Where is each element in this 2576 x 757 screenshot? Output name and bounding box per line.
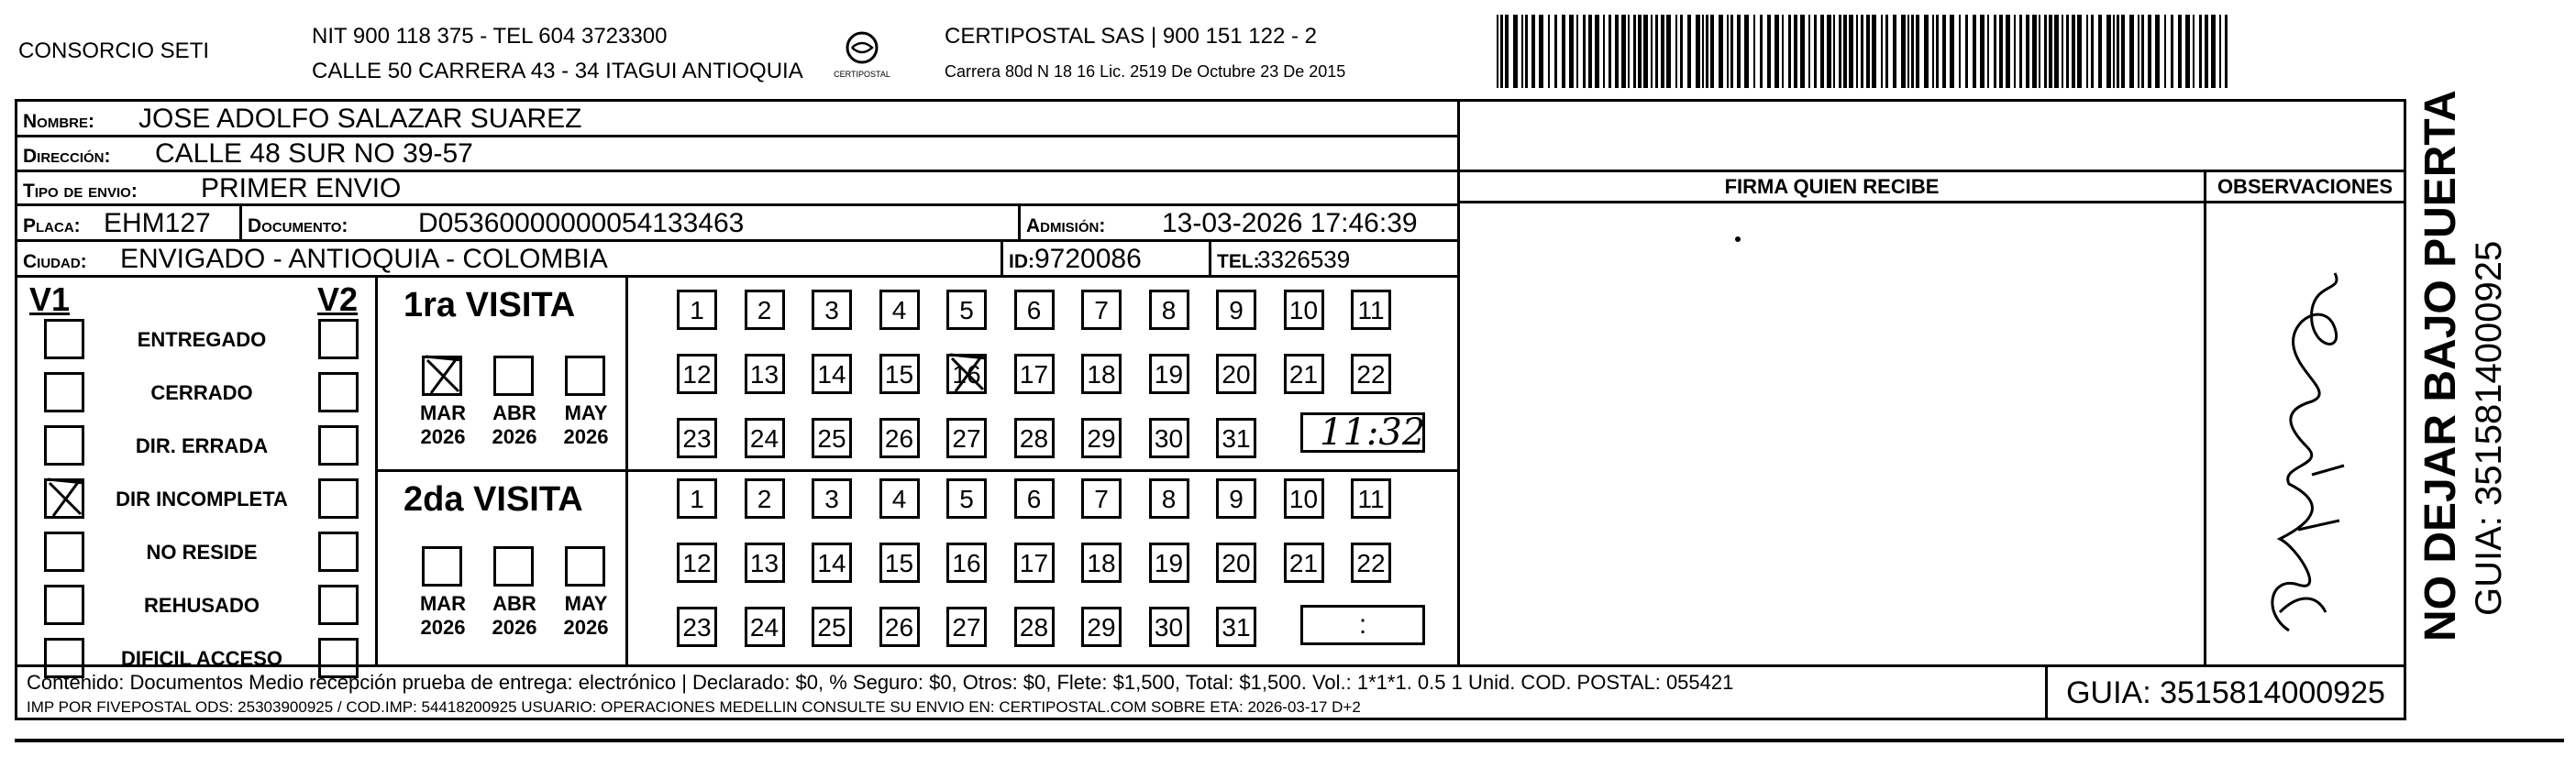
barcode-bar	[2171, 15, 2173, 88]
barcode-bar	[1548, 15, 1550, 88]
barcode-bar	[1628, 15, 1630, 88]
v2-label: V2	[317, 280, 359, 318]
barcode-bar	[1554, 15, 1557, 88]
day-box[interactable]: 8	[1149, 290, 1189, 330]
barcode-bar	[1774, 15, 1779, 88]
barcode-bar	[2077, 15, 2082, 88]
barcode-bar	[1861, 15, 1863, 88]
barcode-bar	[2148, 15, 2151, 88]
barcode-bar	[1539, 15, 1543, 88]
day-box[interactable]: 21	[1284, 354, 1324, 394]
observaciones-header: OBSERVACIONES	[2206, 172, 2404, 203]
barcode-bar	[1942, 15, 1946, 88]
day-box[interactable]: 27	[946, 607, 987, 647]
day-box[interactable]: 3	[812, 290, 852, 330]
barcode-bar	[1621, 15, 1626, 88]
day-box[interactable]: 23	[677, 607, 717, 647]
barcode-bar	[1994, 15, 1996, 88]
barcode-bar	[1710, 15, 1714, 88]
status-v2-checkbox[interactable]	[318, 585, 359, 625]
barcode-bar	[2199, 15, 2202, 88]
barcode-bar	[1827, 15, 1831, 88]
status-label: DIFICIL ACCESO	[120, 647, 282, 670]
day-box[interactable]: 20	[1216, 543, 1256, 583]
barcode-bar	[1808, 15, 1810, 88]
visit2-title: 2da VISITA	[404, 480, 583, 519]
barcode-bar	[2141, 15, 2144, 88]
barcode-bar	[1924, 15, 1929, 88]
month-label: ABR	[492, 592, 536, 615]
barcode-bar	[1950, 15, 1954, 88]
barcode-bar	[1767, 15, 1771, 88]
day-box[interactable]: 16	[946, 354, 987, 394]
documento-value: D05360000000054133463	[418, 208, 745, 238]
day-box[interactable]: 31	[1216, 418, 1256, 458]
barcode-bar	[1744, 15, 1749, 88]
barcode-bar	[1588, 15, 1592, 88]
day-box[interactable]: 31	[1216, 607, 1256, 647]
barcode-bar	[2062, 15, 2063, 88]
month-year: 2026	[420, 616, 466, 639]
day-box[interactable]: 9	[1216, 478, 1256, 519]
day-box[interactable]: 17	[1014, 354, 1055, 394]
day-box[interactable]: 4	[879, 478, 920, 519]
barcode-bar	[2072, 15, 2075, 88]
day-box[interactable]: 24	[745, 418, 785, 458]
barcode-bar	[1965, 15, 1968, 88]
ciudad-label: Ciudad:	[23, 251, 87, 272]
barcode-bar	[2138, 15, 2139, 88]
firma-header: FIRMA QUIEN RECIBE	[1460, 172, 2204, 203]
barcode-bar	[1820, 15, 1824, 88]
barcode-bar	[1907, 15, 1909, 88]
day-box[interactable]: 24	[745, 607, 785, 647]
day-box[interactable]: 13	[745, 354, 785, 394]
documento-label: Documento:	[248, 215, 348, 236]
barcode-bar	[1849, 15, 1853, 88]
barcode-bar	[1987, 15, 1989, 88]
check-mark-icon	[44, 476, 88, 520]
barcode-bar	[1999, 15, 2003, 88]
documento-cell	[239, 203, 1021, 242]
day-box[interactable]: 22	[1351, 354, 1391, 394]
day-box[interactable]: 8	[1149, 478, 1189, 519]
status-v2-checkbox[interactable]	[318, 425, 359, 466]
day-box[interactable]: 7	[1081, 478, 1122, 519]
barcode-bar	[1513, 15, 1518, 88]
id-label: ID:	[1009, 251, 1034, 272]
visit1-time: 11:32	[1320, 411, 1426, 454]
divider-visits	[375, 469, 1460, 472]
day-box[interactable]: 25	[812, 418, 852, 458]
barcode-bar	[2066, 15, 2069, 88]
barcode-bar	[1959, 15, 1961, 88]
barcode-bar	[2019, 15, 2022, 88]
month-label: MAY	[564, 592, 608, 615]
barcode-bar	[2225, 15, 2228, 88]
day-box[interactable]: 26	[879, 607, 920, 647]
barcode-bar	[1911, 15, 1914, 88]
barcode-bar	[1643, 15, 1648, 88]
tipo-value: PRIMER ENVIO	[201, 173, 402, 203]
month-label: MAY	[564, 401, 608, 424]
day-box[interactable]: 17	[1014, 543, 1055, 583]
barcode-bar	[2039, 15, 2040, 88]
visit1-time-box[interactable]	[1300, 412, 1425, 453]
status-v1-checkbox[interactable]	[44, 319, 84, 359]
barcode-bar	[1696, 15, 1700, 88]
admision-label: Admisión:	[1026, 215, 1106, 236]
nit-line: NIT 900 118 375 - TEL 604 3723300	[312, 24, 668, 49]
barcode-bar	[2129, 15, 2134, 88]
status-label: DIR. ERRADA	[135, 434, 269, 457]
tipo-label: Tipo de envio:	[23, 181, 138, 202]
day-box[interactable]: 21	[1284, 543, 1324, 583]
barcode-bar	[2014, 15, 2016, 88]
status-v1-checkbox[interactable]	[44, 478, 84, 519]
barcode-bar	[1675, 15, 1677, 88]
placa-label: Placa:	[23, 215, 81, 236]
barcode-bar	[1737, 15, 1741, 88]
admision-cell	[1018, 203, 1460, 242]
placa-cell	[15, 203, 242, 242]
barcode-bar	[2106, 15, 2111, 88]
day-box[interactable]: 25	[812, 607, 852, 647]
barcode-bar	[1595, 15, 1599, 88]
bottom-rule	[15, 739, 2564, 742]
day-box[interactable]: 5	[946, 478, 987, 519]
day-box[interactable]: 5	[946, 290, 987, 330]
barcode-bar	[1782, 15, 1784, 88]
barcode-bar	[2117, 15, 2119, 88]
month-label: MAR	[419, 592, 467, 615]
license-line: Carrera 80d N 18 16 Lic. 2519 De Octubre 23 De 2015	[945, 62, 1346, 81]
day-box[interactable]: 1	[677, 478, 717, 519]
status-v2-checkbox[interactable]	[318, 478, 359, 519]
side-guia: GUIA: 3515814000925	[2469, 240, 2509, 616]
ciudad-cell	[15, 239, 1003, 278]
handwritten-signature	[2225, 246, 2381, 658]
barcode-bar	[2113, 15, 2115, 88]
barcode-bar	[2211, 15, 2216, 88]
barcode-bar	[1936, 15, 1939, 88]
barcode-bar	[1872, 15, 1876, 88]
footer-guia: GUIA: 3515814000925	[2066, 675, 2385, 710]
day-box[interactable]: 28	[1014, 607, 1055, 647]
day-box[interactable]: 6	[1014, 478, 1055, 519]
day-box[interactable]: 15	[879, 354, 920, 394]
barcode-bar	[1661, 15, 1664, 88]
month-checkbox[interactable]	[565, 546, 605, 587]
barcode-bar	[1706, 15, 1708, 88]
visit2-time-box[interactable]: :	[1300, 605, 1425, 645]
barcode-bar	[1655, 15, 1658, 88]
month-checkbox[interactable]	[422, 356, 462, 396]
day-box[interactable]: 7	[1081, 290, 1122, 330]
barcode-bar	[2049, 15, 2052, 88]
id-cell	[1001, 239, 1211, 278]
barcode-bar	[1666, 15, 1671, 88]
barcode-bar	[1680, 15, 1683, 88]
month-label: ABR	[492, 401, 536, 424]
day-box[interactable]: 30	[1149, 418, 1189, 458]
barcode-bar	[1569, 15, 1574, 88]
month-year: 2026	[420, 425, 466, 448]
day-box[interactable]: 26	[879, 418, 920, 458]
barcode-bar	[1794, 15, 1797, 88]
direccion-value: CALLE 48 SUR NO 39-57	[155, 138, 473, 169]
day-box[interactable]: 28	[1014, 418, 1055, 458]
barcode-bar	[1609, 15, 1611, 88]
month-label: MAR	[419, 401, 467, 424]
barcode-bar	[2091, 15, 2094, 88]
barcode-bar	[1753, 15, 1755, 88]
certipostal-logo	[830, 22, 894, 86]
month-year: 2026	[492, 616, 537, 639]
barcode-bar	[1583, 15, 1586, 88]
ink-dot	[1735, 236, 1741, 242]
day-box[interactable]: 10	[1284, 478, 1324, 519]
logo-wordmark: CERTIPOSTAL	[834, 70, 890, 79]
id-value: 9720086	[1034, 244, 1142, 274]
month-checkbox[interactable]	[422, 546, 462, 587]
barcode-bar	[1814, 15, 1817, 88]
barcode-bar	[1727, 15, 1729, 88]
tipo-row	[15, 170, 1460, 206]
barcode-bar	[1866, 15, 1870, 88]
barcode-bar	[1885, 15, 1888, 88]
barcode-bar	[1800, 15, 1805, 88]
barcode-bar	[1505, 15, 1509, 88]
day-box[interactable]: 27	[946, 418, 987, 458]
barcode-bar	[1980, 15, 1985, 88]
status-label: DIR INCOMPLETA	[116, 488, 288, 510]
barcode-bar	[2121, 15, 2125, 88]
day-box[interactable]: 22	[1351, 543, 1391, 583]
day-box[interactable]: 19	[1149, 543, 1189, 583]
day-box[interactable]: 23	[677, 418, 717, 458]
barcode-bar	[1833, 15, 1835, 88]
day-box[interactable]: 18	[1081, 354, 1122, 394]
day-box[interactable]: 3	[812, 478, 852, 519]
barcode-bar	[1881, 15, 1883, 88]
status-label: REHUSADO	[144, 594, 260, 617]
barcode-bar	[1702, 15, 1704, 88]
day-box[interactable]: 2	[745, 290, 785, 330]
day-box[interactable]: 6	[1014, 290, 1055, 330]
day-box[interactable]: 2	[745, 478, 785, 519]
status-v1-checkbox[interactable]	[44, 585, 84, 625]
visit1-title: 1ra VISITA	[404, 286, 576, 324]
month-year: 2026	[492, 425, 537, 448]
day-box[interactable]: 14	[812, 354, 852, 394]
barcode-bar	[1633, 15, 1636, 88]
direccion-label: Dirección:	[23, 146, 111, 167]
barcode-bar	[1576, 15, 1578, 88]
barcode-bar	[2026, 15, 2029, 88]
barcode-bar	[1531, 15, 1535, 88]
status-v1-checkbox[interactable]	[44, 372, 84, 412]
day-box[interactable]: 10	[1284, 290, 1324, 330]
footer-contenido: Contenido: Documentos Medio recepción prueba de entrega: electrónico | Declarado: $0, % Seguro: $0, Otros: $0, Flete: $1,500, Total: $1,500. Vol.: 1*1*1. 0.5 1 Unid. COD. POSTAL: 055421	[27, 671, 1734, 694]
status-label: CERRADO	[150, 381, 253, 404]
day-box[interactable]: 12	[677, 543, 717, 583]
barcode-bar	[2006, 15, 2010, 88]
day-box[interactable]: 11	[1351, 478, 1391, 519]
day-box[interactable]: 14	[812, 543, 852, 583]
footer-imp: IMP POR FIVEPOSTAL ODS: 25303900925 / COD.IMP: 54418200925 USUARIO: OPERACIONES MEDELLIN CONSULTE SU ENVIO EN: CERTIPOSTAL.COM SOBRE ETA: 2026-03-17 D+2	[27, 698, 1361, 716]
barcode-bar	[1760, 15, 1763, 88]
tel-label: TEL:	[1217, 251, 1260, 272]
barcode-bar	[1497, 15, 1498, 88]
barcode-bar	[1603, 15, 1605, 88]
footer-guia-box	[2045, 664, 2406, 720]
check-mark-icon	[946, 351, 989, 393]
day-box[interactable]: 20	[1216, 354, 1256, 394]
status-v2-checkbox[interactable]	[318, 372, 359, 412]
observaciones-box	[2204, 170, 2406, 667]
barcode-bar	[1901, 15, 1906, 88]
nombre-row	[15, 99, 1460, 137]
barcode-bar	[1973, 15, 1976, 88]
day-box[interactable]: 9	[1216, 290, 1256, 330]
company-name: CONSORCIO SETI	[18, 38, 210, 63]
day-box[interactable]: 1	[677, 290, 717, 330]
status-v1-checkbox[interactable]	[44, 532, 84, 572]
barcode-bar	[2164, 15, 2166, 88]
day-box[interactable]: 4	[879, 290, 920, 330]
barcode-bar	[1638, 15, 1642, 88]
month-year: 2026	[563, 616, 609, 639]
barcode-bar	[2098, 15, 2102, 88]
barcode-bar	[2054, 15, 2059, 88]
barcode-bar	[1843, 15, 1847, 88]
barcode-bar	[1521, 15, 1523, 88]
barcode-bar	[2193, 15, 2195, 88]
day-box[interactable]: 18	[1081, 543, 1122, 583]
certipostal-line: CERTIPOSTAL SAS | 900 151 122 - 2	[945, 24, 1317, 49]
ciudad-value: ENVIGADO - ANTIOQUIA - COLOMBIA	[120, 244, 608, 274]
check-mark-icon	[422, 353, 466, 397]
day-box[interactable]: 30	[1149, 607, 1189, 647]
tel-value: 3326539	[1257, 246, 1351, 273]
barcode-bar	[1730, 15, 1733, 88]
status-v1-checkbox[interactable]	[44, 425, 84, 466]
status-v2-checkbox[interactable]	[318, 319, 359, 359]
status-label: ENTREGADO	[137, 328, 267, 351]
barcode-bar	[1932, 15, 1934, 88]
barcode	[1497, 15, 2230, 88]
barcode-bar	[1719, 15, 1723, 88]
barcode-bar	[2205, 15, 2208, 88]
day-box[interactable]: 12	[677, 354, 717, 394]
admision-value: 13-03-2026 17:46:39	[1162, 208, 1418, 238]
barcode-bar	[1788, 15, 1791, 88]
month-checkbox[interactable]	[493, 546, 534, 587]
barcode-bar	[2086, 15, 2088, 88]
month-checkbox[interactable]	[565, 356, 605, 396]
day-box[interactable]: 19	[1149, 354, 1189, 394]
barcode-bar	[2155, 15, 2160, 88]
barcode-bar	[1562, 15, 1565, 88]
direccion-row	[15, 135, 1460, 172]
day-box[interactable]: 15	[879, 543, 920, 583]
barcode-bar	[2032, 15, 2037, 88]
address-line: CALLE 50 CARRERA 43 - 34 ITAGUI ANTIOQUIA	[312, 59, 803, 83]
day-box[interactable]: 16	[946, 543, 987, 583]
barcode-bar	[2044, 15, 2047, 88]
day-box[interactable]: 11	[1351, 290, 1391, 330]
nombre-value: JOSE ADOLFO SALAZAR SUAREZ	[138, 104, 582, 134]
tel-cell	[1209, 239, 1460, 278]
firma-box	[1457, 170, 2206, 667]
day-box[interactable]: 29	[1081, 607, 1122, 647]
barcode-bar	[2178, 15, 2182, 88]
placa-value: EHM127	[104, 208, 211, 238]
nombre-label: Nombre:	[23, 111, 94, 132]
barcode-bar	[1687, 15, 1691, 88]
status-v2-checkbox[interactable]	[318, 532, 359, 572]
day-box[interactable]: 13	[745, 543, 785, 583]
month-year: 2026	[563, 425, 609, 448]
barcode-bar	[1856, 15, 1858, 88]
status-label: NO RESIDE	[146, 541, 258, 564]
barcode-bar	[1839, 15, 1841, 88]
v1-label: V1	[29, 280, 71, 318]
barcode-bar	[1651, 15, 1653, 88]
month-checkbox[interactable]	[493, 356, 534, 396]
barcode-bar	[1525, 15, 1528, 88]
day-box[interactable]: 29	[1081, 418, 1122, 458]
barcode-bar	[2185, 15, 2190, 88]
barcode-bar	[1615, 15, 1619, 88]
side-warning: NO DEJAR BAJO PUERTA	[2416, 90, 2465, 642]
barcode-bar	[1916, 15, 1919, 88]
barcode-bar	[2219, 15, 2221, 88]
barcode-bar	[1500, 15, 1503, 88]
barcode-bar	[1893, 15, 1896, 88]
